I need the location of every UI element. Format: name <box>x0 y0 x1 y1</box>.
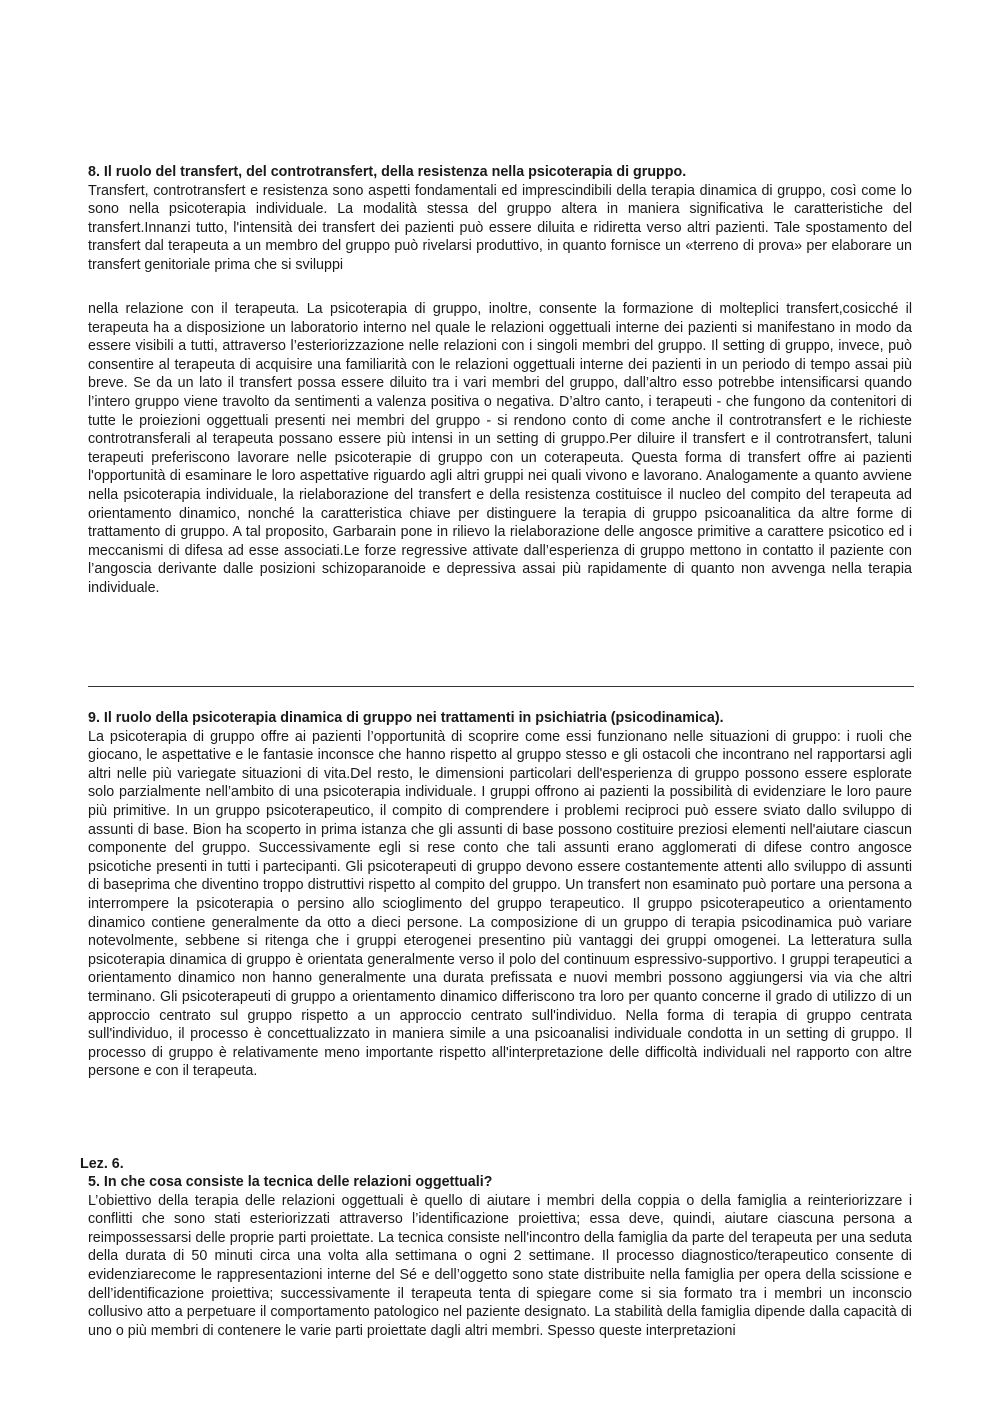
section-8-heading: 8. Il ruolo del transfert, del controtransfert, della resistenza nella psicoterapia di gruppo. <box>88 164 687 180</box>
section-5-heading: 5. In che cosa consiste la tecnica delle relazioni oggettuali? <box>88 1174 493 1190</box>
lesson-label: Lez. 6. <box>80 1156 124 1172</box>
section-8-paragraph-1: Transfert, controtransfert e resistenza sono aspetti fondamentali ed imprescindibili della terapia dinamica di gruppo, così come lo sono nella psicoterapia individuale. La modalità stessa del gruppo altera in maniera significativa le caratteristiche del transfert.Innanzi tutto, l'intensità dei transfert dei pazienti può essere diluita e ridiretta verso altri pazienti. Tale spostamento del transfert dal terapeuta a un membro del gruppo può rivelarsi produttivo, in quanto fornisce un «terreno di prova» per elaborare un transfert genitoriale prima che si sviluppi <box>88 182 912 273</box>
section-8-paragraph-2: nella relazione con il terapeuta. La psicoterapia di gruppo, inoltre, consente la formazione di molteplici transfert,cosicché il terapeuta ha a disposizione un laboratorio interno nel quale le relazioni oggettuali interne dei pazienti si manifestano in modo da essere visibili a tutti, attraverso l’esteriorizzazione nelle relazioni con i singoli membri del gruppo. Il setting di gruppo, invece, può consentire al terapeuta di acquisire una familiarità con le relazioni oggettuali interne dei pazienti in un periodo di tempo assai più breve. Se da un lato il transfert possa essere diluito tra i vari membri del gruppo, dall’altro esso potrebbe intensificarsi quando l’intero gruppo viene travolto da sentimenti a valenza positiva o negativa. D’altro canto, i terapeuti - che fungono da contenitori di tutte le proiezioni oggettuali presenti nei membri del gruppo - si rendono conto di come anche il controtransfert e le richieste controtransferali al terapeuta possano essere più intensi in un setting di gruppo.Per diluire il transfert e il controtransfert, taluni terapeuti preferiscono lavorare nelle psicoterapie di gruppo con un coterapeuta. Questa forma di transfert offre ai pazienti l'opportunità di esaminare le loro aspettative riguardo agli altri gruppi nei quali vivono e lavorano. Analogamente a quanto avviene nella psicoterapia individuale, la rielaborazione del transfert e della resistenza costituisce il nucleo del compito del terapeuta ad orientamento dinamico, nonché la caratteristica chiave per distinguere la terapia di gruppo psicoanalitica da altre forme di trattamento di gruppo. A tal proposito, Garbarain pone in rilievo la rielaborazione delle angosce primitive a carattere psicotico ed i meccanismi di difesa ad esse associati.Le forze regressive attivate dall’esperienza di gruppo mettono in contatto il paziente con l’angoscia derivante dalle posizioni schizoparanoide e depressiva assai più rapidamente di quanto non avvenga nella terapia individuale. <box>88 301 912 596</box>
section-8 <box>88 163 912 275</box>
section-9 <box>88 709 912 1081</box>
section-9-paragraph: La psicoterapia di gruppo offre ai pazienti l’opportunità di scoprire come essi funzionano nelle situazioni di gruppo: i ruoli che giocano, le aspettative e le fantasie inconsce che hanno rispetto al gruppo stesso e gli ostacoli che incontrano nel rapportarsi agli altri nelle più variegate situazioni di vita.Del resto, le dimensioni particolari dell'esperienza di gruppo possono essere esplorate solo parzialmente nell’ambito di una psicoterapia individuale. I gruppi offrono ai pazienti la possibilità di evidenziare le loro paure più primitive. In un gruppo psicoterapeutico, il compito di comprendere i problemi reciproci può essere sviato dallo sviluppo di assunti di base. Bion ha scoperto in prima istanza che gli assunti di base possono costituire preziosi elementi nell'aiutare ciascun componente del gruppo. Successivamente egli si rese conto che tali assunti erano agglomerati di difese contro angosce psicotiche presenti in tutti i partecipanti. Gli psicoterapeuti di gruppo devono essere costantemente attenti allo sviluppo di assunti di baseprima che diventino troppo distruttivi rispetto al compito del gruppo. Un transfert non esaminato può portare una persona a interrompere la psicoterapia o persino allo scioglimento del gruppo terapeutico. Il gruppo psicoterapeutico a orientamento dinamico contiene generalmente da otto a dieci persone. La composizione di un gruppo di terapia psicodinamica può variare notevolmente, sebbene si ritenga che i gruppi eterogenei presentino più vantaggi dei gruppi omogenei. La letteratura sulla psicoterapia dinamica di gruppo è orientata generalmente verso il polo del continuum espressivo-supportivo. I gruppi terapeutici a orientamento dinamico non hanno generalmente una durata prefissata e nuovi membri possono aggiungersi via via che altri terminano. Gli psicoterapeuti di gruppo a orientamento dinamico differiscono tra loro per quanto concerne il grado di utilizzo di un approccio centrato sul gruppo rispetto a un approccio centrato sull'individuo. Nella forma di terapia di gruppo centrata sull'individuo, il processo è concettualizzato in maniera simile a una psicoanalisi individuale condotta in un setting di gruppo. Il processo di gruppo è relativamente meno importante rispetto all'interpretazione delle difficoltà individuali nel rapporto con altre persone e con il terapeuta. <box>88 728 912 1080</box>
section-5-paragraph: L’obiettivo della terapia delle relazioni oggettuali è quello di aiutare i membri della coppia o della famiglia a reinteriorizzare i conflitti che sono stati esteriorizzati attraverso l’identificazione proiettiva; essa deve, quindi, aiutare ciascuna persona a reimpossessarsi delle proprie parti proiettate. La tecnica consiste nell'incontro della famiglia da parte del terapeuta per una seduta della durata di 50 minuti circa una volta alla settimana o ogni 2 settimane. Il processo diagnostico/terapeutico consente di evidenziarecome le rappresentazioni interne del Sé e dell’oggetto sono state distribuite nella famiglia per opera della scissione e dell’identificazione proiettiva; successivamente il terapeuta tenta di spiegare come si sia formato tra i membri un inconscio collusivo atto a perpetuare il comportamento patologico nel paziente designato. La stabilità della famiglia dipende dalla capacità di uno o più membri di contenere le varie parti proiettate dagli altri membri. Spesso queste interpretazioni <box>88 1192 912 1339</box>
section-5 <box>88 1173 912 1340</box>
section-divider <box>88 686 914 687</box>
section-8-continued <box>88 300 912 598</box>
section-9-heading: 9. Il ruolo della psicoterapia dinamica di gruppo nei trattamenti in psichiatria (psicodinamica). <box>88 710 724 726</box>
